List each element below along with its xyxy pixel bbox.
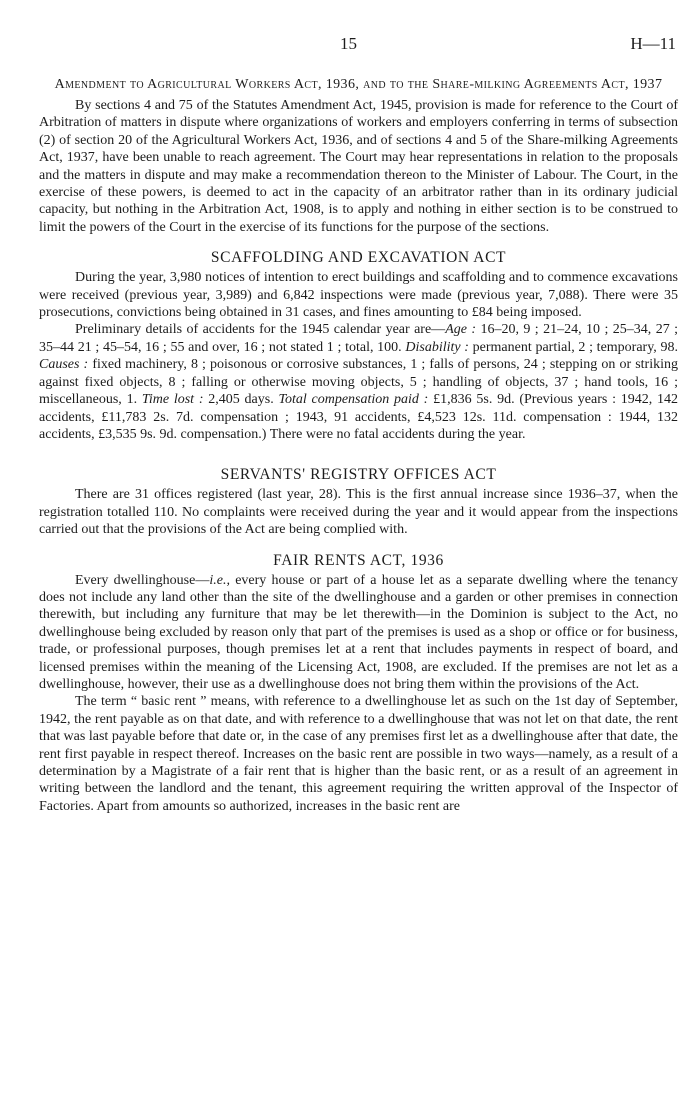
compensation-label: Total compensation paid : — [278, 392, 429, 408]
page-number: 15 — [340, 34, 357, 53]
age-label: Age : — [445, 322, 477, 338]
text-run: Preliminary details of accidents for the 1945 calendar year are— — [75, 322, 446, 338]
document-reference: H—11 — [630, 34, 676, 53]
accident-details-paragraph — [39, 321, 678, 443]
section-heading: FAIR RENTS ACT, 1936 — [273, 551, 444, 569]
causes-label: Causes : — [39, 357, 89, 373]
section-servants-registry — [39, 465, 678, 538]
disability-label: Disability : — [405, 339, 469, 355]
page-header — [0, 34, 700, 56]
time-lost-label: Time lost : — [141, 392, 204, 408]
section-heading: SERVANTS' REGISTRY OFFICES ACT — [220, 466, 497, 484]
text-run: 16–20, 9 ; 21–24, 10 ; 25–34, 27 ; 35–44 21 ; 45–54, 16 ; 55 and over, 16 ; not stated 1 ; total, 100. — [39, 322, 678, 355]
paragraph — [39, 572, 678, 694]
paragraph: During the year, 3,980 notices of intention to erect buildings and scaffolding and to commence excavations were received (previous year, 3,989) and 6,842 inspections were made (previous year, 7,088). There were 35 prosecutions, convictions being obtained in 31 cases, and fines amounting to £84 being imposed. — [39, 270, 678, 321]
section-fair-rents — [39, 551, 678, 816]
paragraph: By sections 4 and 75 of the Statutes Amendment Act, 1945, provision is made for reference to the Court of Arbitration of matters in dispute where organizations of workers and employers conferring in terms of subsection (2) of section 20 of the Agricultural Workers Act, 1936, and of sections 4 and 5 of the Share-milking Agreements Act, 1937, have been unable to reach agreement. The Court may hear representations in relation to the proposals and the matters in dispute and may make a recommendation thereon to the Minister of Labour. The Court, in the exercise of these powers, is deemed to act in the capacity of an arbitrator rather than in its ordinary judicial capacity, but nothing in the Arbitration Act, 1908, is to apply and nothing in either section is to be construed to limit the powers of the Court in the exercise of its functions for the purpose of the sections. — [39, 98, 678, 235]
text-run: fixed machinery, 8 ; poisonous or corrosive substances, 1 ; falls of persons, 24 ; stepping on or striking against fixed objects, 8 ; falling or otherwise moving objects, 5 ; handling of objects, 37 ; hand tools, 16 ; miscellaneous, 1. — [39, 357, 678, 408]
text-run: Every dwellinghouse— — [75, 572, 210, 588]
section-heading: Amendment to Agricultural Workers Act, 1936, and to the Share-milking Agreements Act, 1937 — [54, 77, 663, 92]
text-run: every house or part of a house let as a separate dwelling where the tenancy does not include any land other than the site of the dwellinghouse and a garden or other premises in connection therewith, but including any furniture that may be let therewith—in the Dominion is subject to the Act, no dwellinghouse being excluded by reason only that part of the premises is used as a shop or office or for business, trade, or professional purposes, though premises let at a rent that includes payments in respect of board, and licensed premises within the meaning of the Licensing Act, 1908, are excluded. If the premises are not let as a dwellinghouse, however, their use as a dwellinghouse does not bring them within the provisions of the Act. — [39, 572, 678, 692]
paragraph: There are 31 offices registered (last year, 28). This is the first annual increase since 1936–37, when the registration totalled 110. No complaints were received during the year and it would appear from the inspections carried out that the provisions of the Act are being complied with. — [39, 487, 678, 538]
paragraph: The term “ basic rent ” means, with reference to a dwellinghouse let as such on the 1st day of September, 1942, the rent payable as on that date, and with reference to a dwellinghouse that was not let on that date, the rent that was last payable before that date or, in the case of any premises first let as a dwellinghouse after that date, the rent first payable in respect thereof. Increases on the basic rent are possible in two ways—namely, as a result of a determination by a Magistrate of a fair rent that is higher than the basic rent, or as a result of an agreement in writing between the landlord and the tenant, this agreement requiring the written approval of the Inspector of Factories. Apart from amounts so authorized, increases in the basic rent are — [39, 694, 678, 814]
section-agricultural-workers — [39, 76, 678, 236]
text-run: permanent partial, 2 ; temporary, 98. — [468, 339, 679, 355]
text-run: £1,836 5s. 9d. (Previous years : 1942, 142 accidents, £11,783 2s. 7d. compensation ; 1943, 91 accidents, £4,523 12s. 11d. compensation : 1944, 132 accidents, £3,535 9s. 9d. compensation.) There were no fatal accidents during the year. — [39, 392, 678, 442]
section-scaffolding-excavation — [39, 248, 678, 443]
page-body — [39, 76, 678, 815]
italic-abbreviation: i.e., — [209, 572, 230, 588]
text-run: 2,405 days. — [203, 392, 279, 408]
section-heading: SCAFFOLDING AND EXCAVATION ACT — [210, 249, 507, 267]
